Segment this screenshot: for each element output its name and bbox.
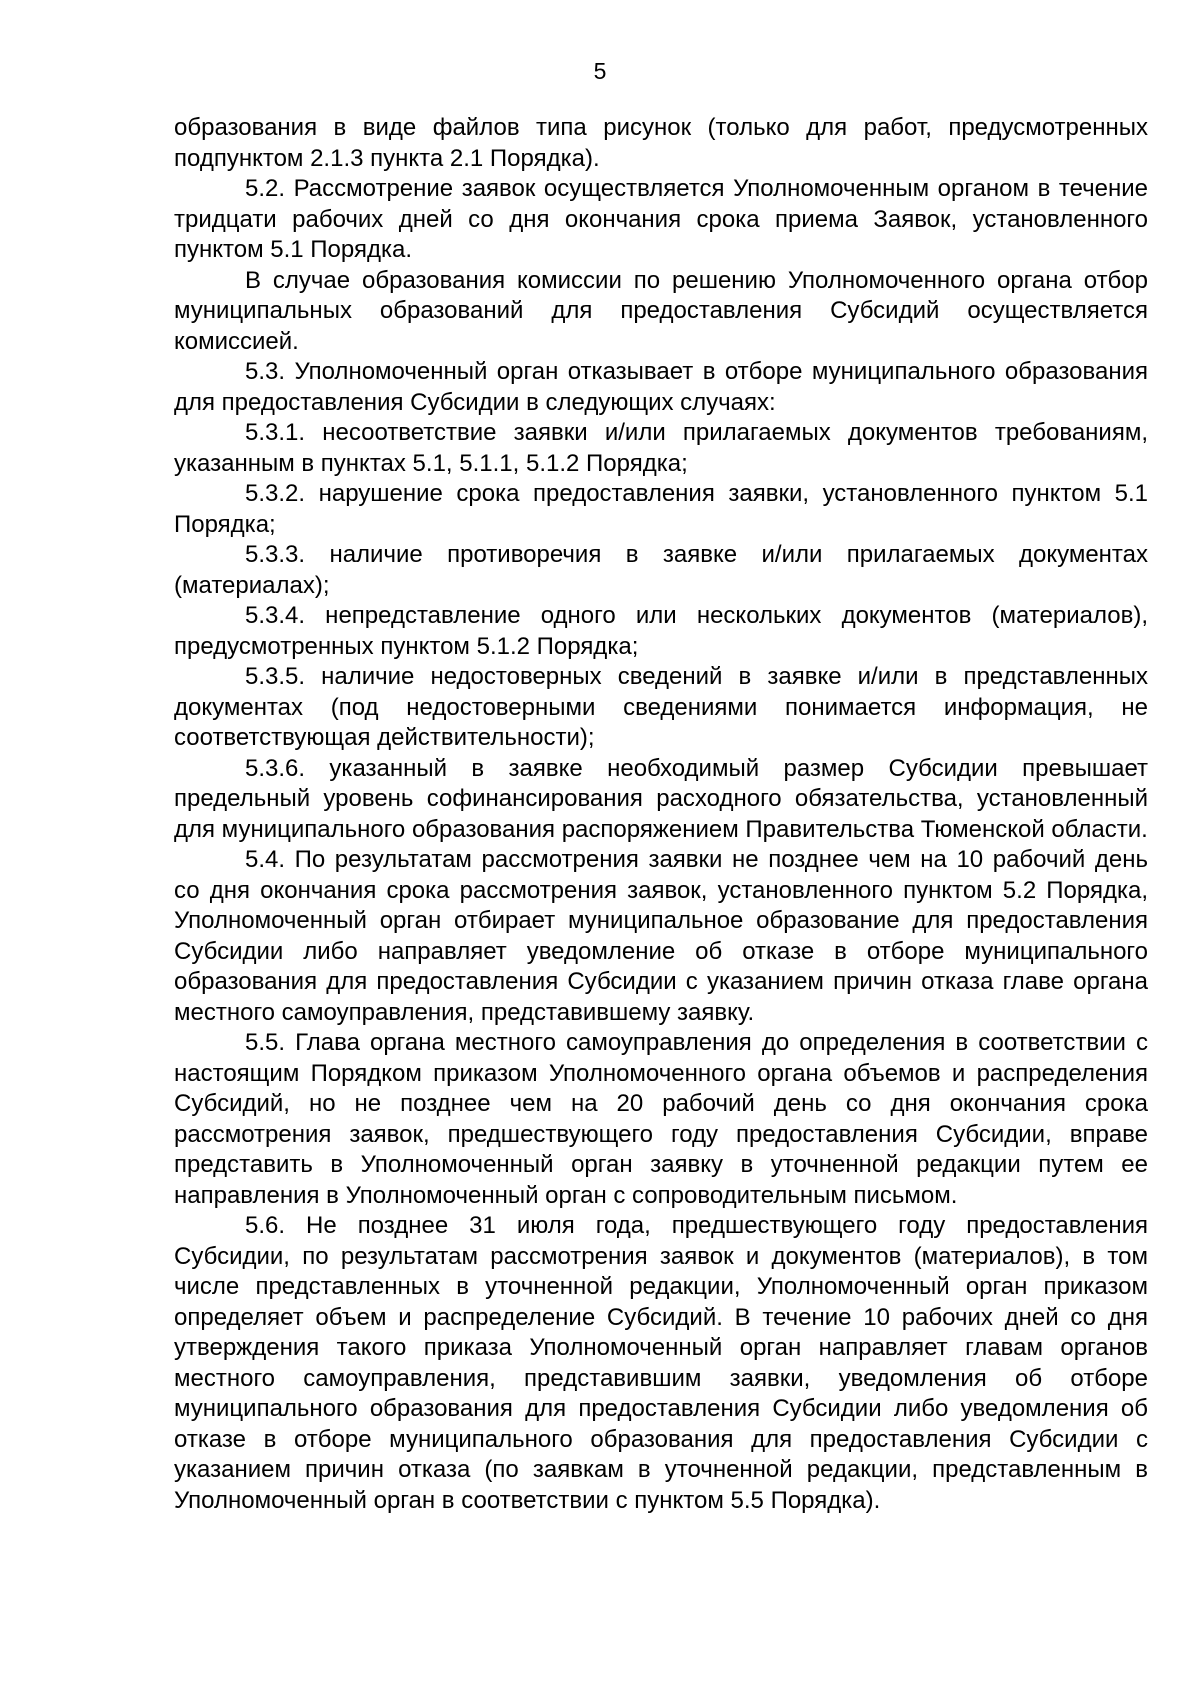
paragraph-continuation: образования в виде файлов типа рисунок (только для работ, предусмотренных подпунктом 2.1.3 пункта 2.1 Порядка). <box>174 114 1148 172</box>
paragraph-5-3-3: 5.3.3. наличие противоречия в заявке и/или прилагаемых документах (материалах); <box>174 541 1148 599</box>
page-number: 5 <box>593 58 607 84</box>
document-body <box>174 113 1148 1516</box>
paragraph-5-3-6: 5.3.6. указанный в заявке необходимый размер Субсидии превышает предельный уровень софинансирования расходного обязательства, установленный для муниципального образования распоряжением Правительства Тюменской области. <box>174 754 1148 843</box>
paragraph-5-3-1: 5.3.1. несоответствие заявки и/или прилагаемых документов требованиям, указанным в пунктах 5.1, 5.1.1, 5.1.2 Порядка; <box>174 419 1148 477</box>
paragraph-5-3-5: 5.3.5. наличие недостоверных сведений в заявке и/или в представленных документах (под недостоверными сведениями понимается информация, не соответствующая действительности); <box>174 663 1148 751</box>
paragraph-5-4: 5.4. По результатам рассмотрения заявки не позднее чем на 10 рабочий день со дня окончания срока рассмотрения заявок, установленного пунктом 5.2 Порядка, Уполномоченный орган отбирает муниципальное образование для предоставления Субсидии либо направляет уведомление об отказе в отборе муниципального образования для предоставления Субсидии с указанием причин отказа главе органа местного самоуправления, представившему заявку. <box>174 846 1148 1026</box>
paragraph-5-2: 5.2. Рассмотрение заявок осуществляется Уполномоченным органом в течение тридцати рабочих дней со дня окончания срока приема Заявок, установленного пунктом 5.1 Порядка. <box>174 175 1148 263</box>
paragraph-5-6: 5.6. Не позднее 31 июля года, предшествующего году предоставления Субсидии, по результатам рассмотрения заявок и документов (материалов), в том числе представленных в уточненной редакции, Уполномоченный орган приказом определяет объем и распределение Субсидий. В течение 10 рабочих дней со дня утверждения такого приказа Уполномоченный орган направляет главам органов местного самоуправления, представившим заявки, уведомления об отборе муниципального образования для предоставления Субсидии либо уведомления об отказе в отборе муниципального образования для предоставления Субсидии с указанием причин отказа (по заявкам в уточненной редакции, представленным в Уполномоченный орган в соответствии с пунктом 5.5 Порядка). <box>174 1212 1148 1514</box>
paragraph-5-3-2: 5.3.2. нарушение срока предоставления заявки, установленного пунктом 5.1 Порядка; <box>174 480 1148 538</box>
paragraph-5-3-4: 5.3.4. непредставление одного или нескольких документов (материалов), предусмотренных пунктом 5.1.2 Порядка; <box>174 602 1148 660</box>
paragraph-5-5: 5.5. Глава органа местного самоуправления до определения в соответствии с настоящим Порядком приказом Уполномоченного органа объемов и распределения Субсидий, но не позднее чем на 20 рабочий день со дня окончания срока рассмотрения заявок, предшествующего году предоставления Субсидии, вправе представить в Уполномоченный орган заявку в уточненной редакции путем ее направления в Уполномоченный орган с сопроводительным письмом. <box>174 1029 1148 1209</box>
paragraph-5-3: 5.3. Уполномоченный орган отказывает в отборе муниципального образования для предоставления Субсидии в следующих случаях: <box>174 358 1148 416</box>
paragraph-commission: В случае образования комиссии по решению Уполномоченного органа отбор муниципальных образований для предоставления Субсидий осуществляется комиссией. <box>174 266 1148 355</box>
